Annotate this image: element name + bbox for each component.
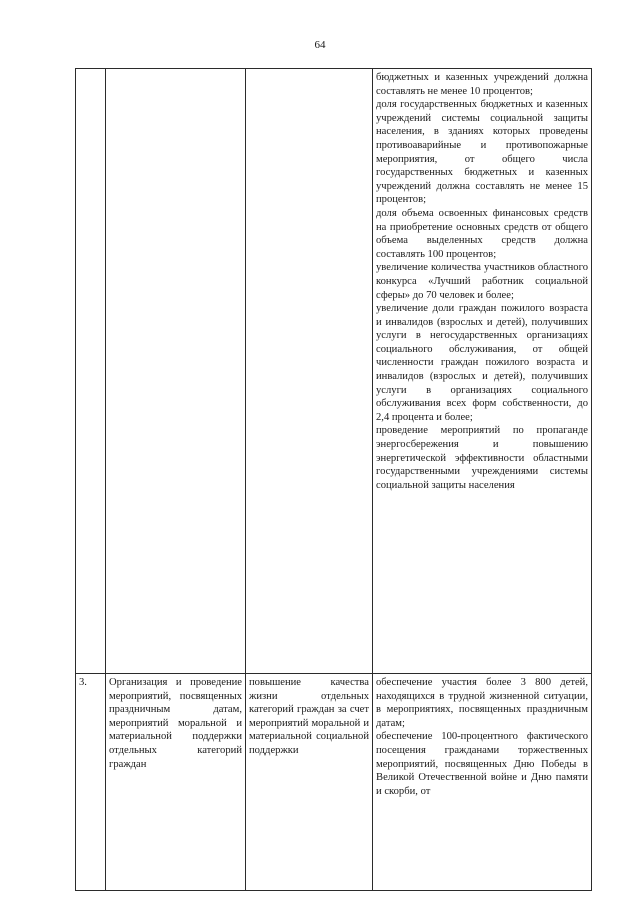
result-paragraph: увеличение доли граждан пожилого возраста и инвалидов (взрослых и детей), получивших услуги в негосударственных организациях социального обслуживания, от общей численности граждан пожилого возраста и инвалидов (взрослых и детей), получивших услуги в организациях социального обслуживания всех форм собственности, до 2,4 процента и более;	[376, 303, 588, 423]
result-paragraph: бюджетных и казенных учреждений должна составлять не менее 10 процентов;	[376, 72, 588, 97]
page-number: 64	[314, 39, 326, 51]
result-paragraph: увеличение количества участников областного конкурса «Лучший работник социальной сферы» до 70 человек и более;	[376, 262, 588, 301]
activity-name: Организация и проведение мероприятий, посвященных праздничным датам, мероприятий моральной и материальной поддержки отдельных категорий граждан	[106, 674, 246, 891]
result-paragraph: обеспечение участия более 3 800 детей, находящихся в трудной жизненной ситуации, в мероприятиях, посвященных праздничным датам;	[376, 677, 588, 729]
result-paragraph: обеспечение 100-процентного фактического посещения гражданами торжественных мероприятий, посвященных Дню Победы в Великой Отечественной войне и Дню памяти и скорби, от	[376, 731, 588, 797]
result-paragraph: доля государственных бюджетных и казенных учреждений системы социальной защиты населения, в зданиях которых проведены противоаварийные и противопожарные мероприятия, от общего числа государственных бюджетных и казенных учреждений должна составлять не менее 15 процентов;	[376, 99, 588, 206]
table-cell	[106, 69, 246, 674]
table-cell	[246, 69, 373, 674]
table-cell	[76, 69, 106, 674]
results-cell	[373, 69, 592, 674]
table-row	[76, 69, 592, 674]
result-paragraph: доля объема освоенных финансовых средств на приобретение основных средств от общего объема выделенных средств должна составлять 100 процентов;	[376, 207, 588, 260]
activity-goal: повышение качества жизни отдельных категорий граждан за счет мероприятий моральной и материальной социальной поддержки	[246, 674, 373, 891]
results-cell	[373, 674, 592, 891]
program-table	[75, 68, 592, 891]
table-row	[76, 674, 592, 891]
row-number: 3.	[76, 674, 106, 891]
result-paragraph: проведение мероприятий по пропаганде энергосбережения и повышению энергетической эффективности областными государственными учреждениями системы социальной защиты населения	[376, 425, 588, 491]
